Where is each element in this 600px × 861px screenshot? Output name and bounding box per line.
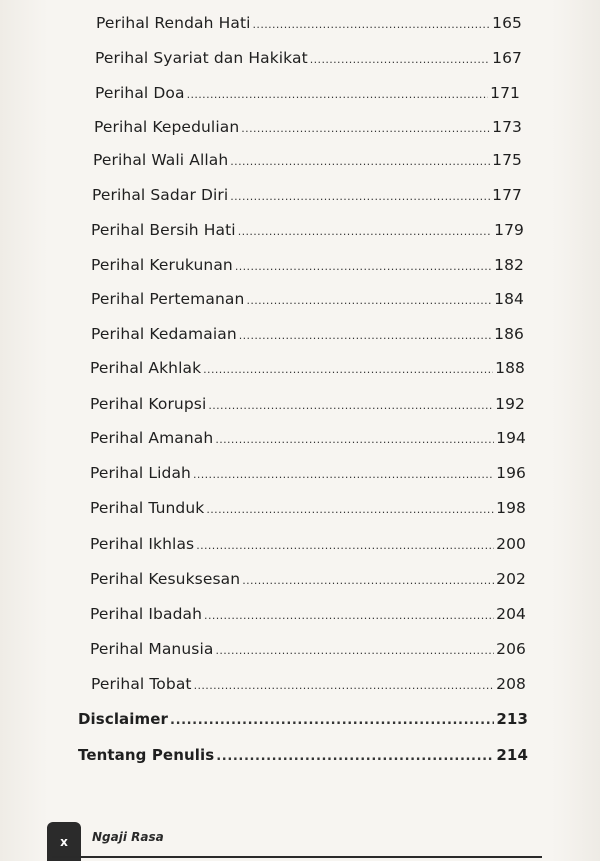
toc-entry [90,570,526,588]
toc-entry-title: Perihal Ibadah [90,605,203,623]
toc-entry-page: 179 [494,221,524,239]
toc-entry-title: Perihal Wali Allah [93,151,229,169]
toc-entry [91,290,524,308]
toc-entry [91,325,524,343]
toc-entry [96,14,522,32]
dot-leader [216,749,494,764]
toc-entry [90,464,526,482]
toc-entry-title: Perihal Pertemanan [91,290,245,308]
toc-entry-page: 198 [496,499,526,517]
dot-leader [235,260,492,273]
dot-leader [187,88,489,101]
toc-entry-title: Perihal Kerukunan [91,256,233,274]
toc-entry-title: Perihal Tunduk [90,499,205,517]
page-number: x [60,834,68,849]
dot-leader [241,122,490,135]
dot-leader [215,644,494,657]
toc-section-page: 213 [496,710,528,728]
toc-entry-page: 202 [496,570,526,588]
toc-entry-page: 171 [490,84,520,102]
toc-entry-title: Perihal Tobat [91,675,192,693]
toc-entry [90,640,526,658]
toc-entry-page: 208 [496,675,526,693]
toc-entry-page: 186 [494,325,524,343]
toc-entry [90,359,525,377]
toc-entry [91,675,526,693]
toc-entry-page: 175 [492,151,522,169]
dot-leader [170,713,494,728]
toc-entry [90,395,525,413]
toc-entry [95,49,522,67]
toc-entry [90,605,526,623]
toc-section-page: 214 [496,746,528,764]
toc-entry-page: 188 [495,359,525,377]
toc-entry-page: 184 [494,290,524,308]
toc-entry [94,118,522,136]
toc-entry-page: 177 [492,186,522,204]
toc-entry [91,221,524,239]
toc-entry-title: Perihal Doa [95,84,185,102]
toc-entry-page: 173 [492,118,522,136]
toc-entry [90,499,526,517]
toc-entry-title: Perihal Amanah [90,429,214,447]
toc-entry-title: Perihal Sadar Diri [92,186,229,204]
toc-entry [91,256,524,274]
toc-entry [90,535,526,553]
toc-entry-title: Perihal Korupsi [90,395,207,413]
toc-entry-page: 182 [494,256,524,274]
toc-entry-title: Perihal Bersih Hati [91,221,236,239]
toc-entry-title: Perihal Akhlak [90,359,202,377]
dot-leader [193,468,494,481]
toc-section [78,746,528,764]
dot-leader [246,294,492,307]
toc-entry-title: Perihal Kedamaian [91,325,237,343]
toc-entry-title: Perihal Rendah Hati [96,14,251,32]
dot-leader [239,329,492,342]
running-footer-title: Ngaji Rasa [92,830,164,844]
dot-leader [310,53,490,66]
toc-entry [95,84,520,102]
toc-section-title: Disclaimer [78,710,169,728]
dot-leader [230,155,490,168]
toc-entry-page: 196 [496,464,526,482]
toc-section [78,710,528,728]
toc-entry-page: 206 [496,640,526,658]
toc-entry-title: Perihal Kesuksesan [90,570,241,588]
toc-entry-title: Perihal Manusia [90,640,214,658]
toc-entry-page: 194 [496,429,526,447]
toc-entry [90,429,526,447]
dot-leader [238,225,492,238]
dot-leader [208,399,493,412]
dot-leader [204,609,494,622]
dot-leader [194,679,495,692]
dot-leader [206,503,494,516]
dot-leader [203,363,493,376]
toc-entry-title: Perihal Syariat dan Hakikat [95,49,308,67]
dot-leader [242,574,494,587]
toc-entry [93,151,522,169]
toc-entry-page: 167 [492,49,522,67]
toc-entry-page: 204 [496,605,526,623]
footer-rule [52,856,542,858]
dot-leader [215,433,494,446]
toc-entry [92,186,522,204]
dot-leader [253,18,491,31]
dot-leader [230,190,490,203]
toc-entry-title: Perihal Ikhlas [90,535,195,553]
toc-entry-page: 165 [492,14,522,32]
toc-entry-page: 200 [496,535,526,553]
toc-section-title: Tentang Penulis [78,746,215,764]
toc-entry-title: Perihal Kepedulian [94,118,240,136]
dot-leader [196,539,494,552]
toc-entry-title: Perihal Lidah [90,464,191,482]
toc-entry-page: 192 [495,395,525,413]
